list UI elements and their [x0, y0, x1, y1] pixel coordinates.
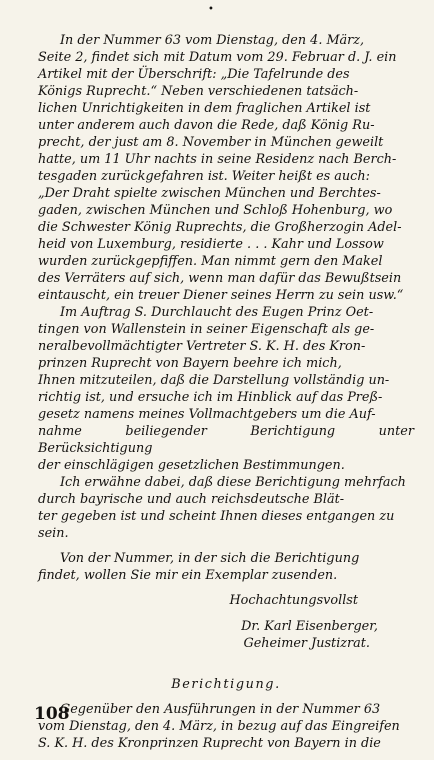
text-line: Artikel mit der Überschrift: „Die Tafelrunde des	[38, 67, 350, 82]
page-number: 108	[34, 704, 70, 724]
text-line: unter anderem auch davon die Rede, daß König Ru-	[38, 118, 375, 133]
text-line: des Verräters auf sich, wenn man dafür das Bewußtsein	[38, 271, 402, 286]
text-line: durch bayrische und auch reichsdeutsche Blät-	[38, 492, 345, 507]
top-mark: •	[208, 4, 214, 15]
text-line: nahme beiliegender Berichtigung unter Berücksichtigung	[38, 424, 414, 456]
text-line: wurden zurückgepfiffen. Man nimmt gern den Makel	[38, 254, 383, 269]
text-line: gaden, zwischen München und Schloß Hohenburg, wo	[38, 203, 393, 218]
paragraph-4	[38, 550, 414, 584]
text-line: Von der Nummer, in der sich die Berichtigung	[60, 551, 360, 566]
text-line: vom Dienstag, den 4. März, in bezug auf das Eingreifen	[38, 719, 400, 734]
text-line: Gegenüber den Ausführungen in der Nummer 63	[60, 702, 381, 717]
text-line: der einschlägigen gesetzlichen Bestimmungen.	[38, 458, 345, 473]
text-line: heid von Luxemburg, residierte . . . Kahr und Lossow	[38, 237, 384, 252]
text-line: Königs Ruprecht.“ Neben verschiedenen tatsäch-	[38, 84, 359, 99]
text-line: eintauscht, ein treuer Diener seines Herrn zu sein usw.“	[38, 288, 404, 303]
text-line: neralbevollmächtigter Vertreter S. K. H. des Kron-	[38, 339, 366, 354]
text-line: sein.	[38, 526, 69, 541]
signature-name: Dr. Karl Eisenberger,	[241, 619, 378, 634]
page-body	[38, 32, 414, 752]
text-line: ter gegeben ist und scheint Ihnen dieses entgangen zu	[38, 509, 395, 524]
section-heading: Berichtigung.	[171, 677, 281, 692]
text-line: gesetz namens meines Vollmachtgebers um die Auf-	[38, 407, 376, 422]
closing-salutation: Hochachtungsvollst	[229, 593, 358, 608]
text-line: Im Auftrag S. Durchlaucht des Eugen Prinz Oet-	[60, 305, 374, 320]
text-line: hatte, um 11 Uhr nachts in seine Residenz nach Berch-	[38, 152, 397, 167]
text-line: richtig ist, und ersuche ich im Hinblick auf das Preß-	[38, 390, 383, 405]
text-line: tesgaden zurückgefahren ist. Weiter heißt es auch:	[38, 169, 370, 184]
paragraph-1	[38, 32, 414, 304]
text-line: lichen Unrichtigkeiten in dem fraglichen Artikel ist	[38, 101, 371, 116]
text-line: precht, der just am 8. November in München geweilt	[38, 135, 384, 150]
text-line: Ich erwähne dabei, daß diese Berichtigung mehrfach	[60, 475, 406, 490]
paragraph-3	[38, 474, 414, 542]
paragraph-5	[38, 701, 414, 752]
signature-title: Geheimer Justizrat.	[243, 636, 370, 651]
text-line: „Der Draht spielte zwischen München und Berchtes-	[38, 186, 381, 201]
text-line: die Schwester König Ruprechts, die Großherzogin Adel-	[38, 220, 402, 235]
text-line: Seite 2, findet sich mit Datum vom 29. Februar d. J. ein	[38, 50, 397, 65]
text-line: findet, wollen Sie mir ein Exemplar zusenden.	[38, 568, 338, 583]
text-line: prinzen Ruprecht von Bayern beehre ich mich,	[38, 356, 342, 371]
text-line: Ihnen mitzuteilen, daß die Darstellung vollständig un-	[38, 373, 390, 388]
text-line: S. K. H. des Kronprinzen Ruprecht von Bayern in die	[38, 736, 381, 751]
text-line: tingen von Wallenstein in seiner Eigenschaft als ge-	[38, 322, 375, 337]
paragraph-2	[38, 304, 414, 474]
text-line: In der Nummer 63 vom Dienstag, den 4. März,	[60, 33, 365, 48]
